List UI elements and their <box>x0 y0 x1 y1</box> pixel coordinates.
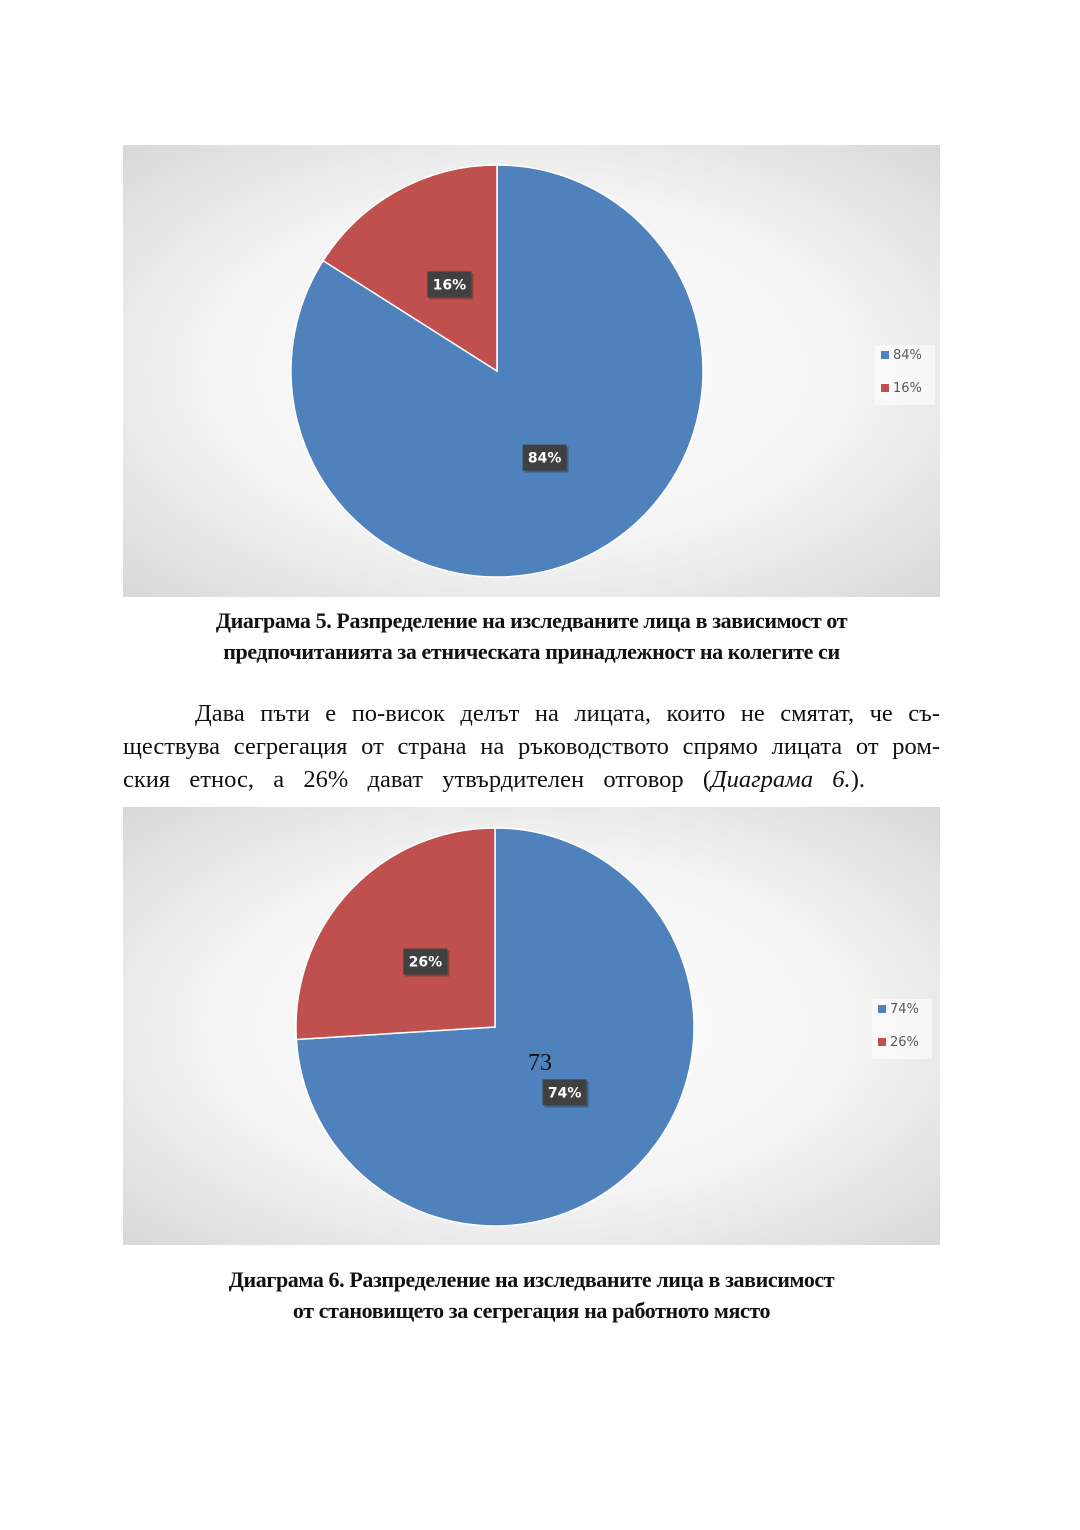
figure-caption-5 <box>123 605 940 667</box>
caption-6-line-2: от становището за сегрегация на работното място <box>292 1298 771 1323</box>
svg-text:26%: 26% <box>408 954 443 971</box>
svg-text:26%: 26% <box>890 1035 919 1050</box>
body-paragraph <box>123 697 940 796</box>
paragraph-line-3-end: ). <box>850 766 865 793</box>
pie-chart-6 <box>123 807 940 1245</box>
paragraph-line-3 <box>123 763 865 796</box>
caption-6-line-1: Диаграма 6. Разпределение на изследваните лица в зависимост <box>228 1267 835 1292</box>
paragraph-line-2: ществува сегрегация от страна на ръководството спрямо лицата от ром- <box>123 733 940 760</box>
caption-5-line-2: предпочитанията за етническата принадлежност на колегите си <box>223 639 840 664</box>
paragraph-line-3-text: ския етнос, а 26% дават утвърдителен отговор ( <box>123 766 712 793</box>
svg-text:84%: 84% <box>893 348 922 363</box>
svg-text:16%: 16% <box>893 381 922 396</box>
pie-6-data-label-1 <box>403 949 449 977</box>
page-number: 73 <box>528 1050 552 1076</box>
pie-6-slice-1 <box>296 828 495 1039</box>
caption-5-line-1: Диаграма 5. Разпределение на изследваните лица в зависимост от <box>215 608 848 633</box>
pie-5-data-label-0 <box>523 445 569 473</box>
svg-text:16%: 16% <box>432 277 467 294</box>
pie-5-legend <box>875 345 935 405</box>
paragraph-line-1 <box>123 697 940 730</box>
svg-text:74%: 74% <box>547 1085 582 1102</box>
svg-text:74%: 74% <box>890 1002 919 1017</box>
pie-5-data-label-1 <box>427 271 473 299</box>
pie-chart-5-svg <box>123 145 940 597</box>
pie-6-data-label-0 <box>543 1079 589 1107</box>
figure-caption-6 <box>123 1264 940 1326</box>
pie-chart-6-svg <box>123 807 940 1245</box>
paragraph-line-1-text: Дава пъти е по-висок делът на лицата, които не смятат, че съ- <box>195 700 940 727</box>
pie-chart-5 <box>123 145 940 597</box>
figure-reference: Диаграма 6. <box>711 766 851 793</box>
svg-text:84%: 84% <box>527 450 562 467</box>
